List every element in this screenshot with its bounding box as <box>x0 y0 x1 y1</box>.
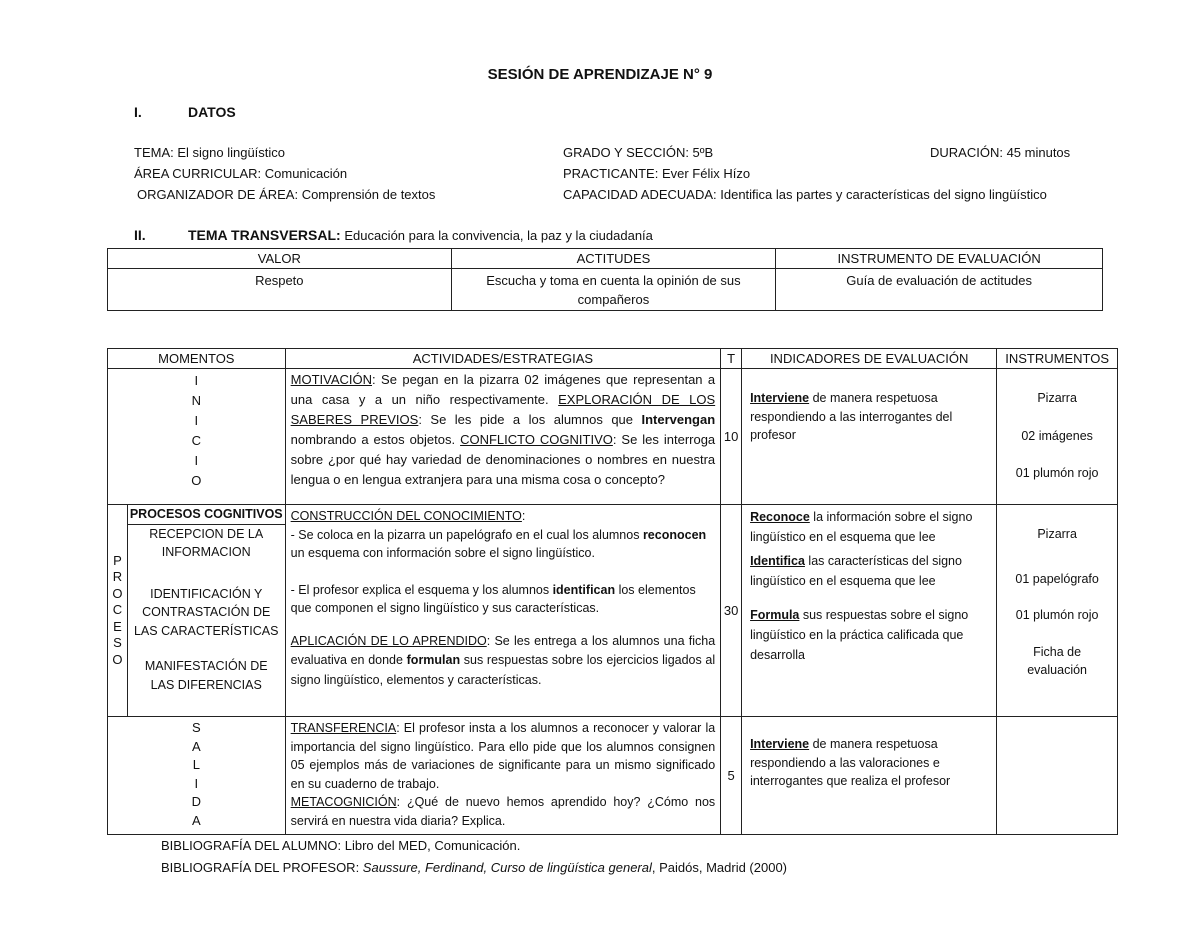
transferencia-text: : El profesor insta a los alumnos a reconocer y valorar la importancia del signo lingüístico. Para ello pide que los alumnos consignen 05 ejemplos más de variaciones de significante para un mismo significado en su cuaderno de trabajo. <box>290 721 716 791</box>
momento-salida <box>108 717 286 835</box>
indicadores-proceso <box>742 505 997 717</box>
instrumento-item: 01 plumón rojo <box>1015 466 1099 480</box>
construccion-c1-b: un esquema con información sobre el signo lingüístico. <box>290 546 595 560</box>
bibliografia-profesor-label: BIBLIOGRAFÍA DEL PROFESOR: <box>161 860 360 875</box>
organizador-label: ORGANIZADOR DE ÁREA: <box>137 187 299 202</box>
instrumento-item: 02 imágenes <box>1021 428 1093 443</box>
proceso-manifestacion: MANIFESTACIÓN DE LAS DIFERENCIAS <box>144 659 268 692</box>
bibliografia-profesor-author: Saussure, Ferdinand, <box>359 860 491 875</box>
aplicacion-label: APLICACIÓN DE LO APRENDIDO <box>290 633 487 648</box>
metacognicion-text: : ¿Qué de nuevo hemos aprendido hoy? ¿Cómo nos servirá en nuestra vida diaria? Explica. <box>290 795 716 828</box>
letter: A <box>191 812 201 828</box>
exploracion-label: EXPLORACIÓN DE LOS SABERES PREVIOS <box>290 392 716 427</box>
aplicacion-bold: formulan <box>406 653 461 667</box>
construccion-c1-a: - Se coloca en la pizarra un papelógrafo en el cual los alumnos <box>290 527 643 542</box>
motivacion-label: MOTIVACIÓN <box>290 372 373 387</box>
letter: C <box>191 433 202 448</box>
area-value: Comunicación <box>261 166 348 181</box>
values-table-row <box>108 269 1103 311</box>
letter: A <box>191 738 201 754</box>
practicante-value: Ever Félix Hízo <box>658 166 751 181</box>
conflicto-text: : Se les interroga sobre ¿por qué hay variedad de denominaciones o nombres en nuestra lengua o en lengua extranjera para una misma cosa o concepto? <box>290 432 716 487</box>
header-tiempo: T <box>721 349 742 369</box>
indicador-salida-text: de manera respetuosa respondiendo a las valoraciones e interrogantes que realiza el profesor <box>750 737 951 788</box>
main-table-header <box>108 349 1118 369</box>
motivacion-text: : Se pegan en la pizarra 02 imágenes que representan a una casa y a un niño respectivamente. <box>290 372 716 407</box>
letter: D <box>191 794 202 809</box>
instrumento-item: Pizarra <box>1037 391 1077 405</box>
tiempo-salida: 5 <box>721 717 742 835</box>
letter: N <box>191 393 202 408</box>
exploracion-bold: Intervengan <box>641 412 716 427</box>
procesos-cognitivos <box>127 505 285 717</box>
grado-label: GRADO Y SECCIÓN: <box>563 145 689 160</box>
instrumento-item: Pizarra <box>1037 527 1077 541</box>
header-actividades: ACTIVIDADES/ESTRATEGIAS <box>285 349 721 369</box>
indicador-inicio <box>742 369 997 505</box>
page-title: SESIÓN DE APRENDIZAJE N° 9 <box>487 66 713 83</box>
tema-transversal-value: Educación para la convivencia, la paz y la ciudadanía <box>340 228 653 243</box>
grado-value: 5ºB <box>688 145 714 160</box>
header-actitudes: ACTITUDES <box>451 249 776 269</box>
actividades-proceso <box>285 505 721 717</box>
momento-inicio <box>108 369 286 505</box>
indicador-reconoce-text: la información sobre el signo lingüístico en el esquema que lee <box>750 510 973 544</box>
tema-value: El signo lingüístico <box>173 145 286 160</box>
construccion-c2-bold: identifican <box>552 582 616 597</box>
letter: I <box>194 775 199 791</box>
tiempo-proceso: 30 <box>721 505 742 717</box>
transferencia-label: TRANSFERENCIA <box>290 721 397 735</box>
organizador-value: Comprensión de textos <box>298 187 436 202</box>
instrumento-item: 01 plumón rojo <box>1015 608 1099 622</box>
actividades-salida <box>285 717 721 835</box>
letter: I <box>194 413 199 428</box>
construccion-label: CONSTRUCCIÓN DEL CONOCIMIENTO <box>290 509 522 523</box>
area-label: ÁREA CURRICULAR: <box>134 166 262 181</box>
tema-transversal <box>188 227 653 243</box>
area-field <box>134 166 347 181</box>
tema-field <box>134 145 285 160</box>
momento-proceso <box>108 505 128 717</box>
indicador-salida <box>742 717 997 835</box>
bibliografia-profesor <box>161 860 787 875</box>
indicador-inicio-text: de manera respetuosa respondiendo a las interrogantes del profesor <box>750 391 953 442</box>
proceso-recepcion: RECEPCION DE LA INFORMACION <box>149 526 264 559</box>
indicador-formula-bold: Formula <box>750 608 800 622</box>
valor-cell: Respeto <box>108 269 452 311</box>
instrumentos-inicio <box>997 369 1118 505</box>
tema-transversal-label: TEMA TRANSVERSAL: <box>188 227 341 243</box>
letter: E <box>113 618 122 634</box>
metacognicion-label: METACOGNICIÓN <box>290 795 397 809</box>
row-proceso <box>108 505 1118 717</box>
exploracion-text-a: : Se les pide a los alumnos que <box>418 412 642 427</box>
letter: P <box>113 552 122 568</box>
conflicto-label: CONFLICTO COGNITIVO <box>460 432 613 447</box>
capacidad-label: CAPACIDAD ADECUADA: <box>563 187 717 202</box>
bibliografia-alumno <box>161 838 520 853</box>
tema-label: TEMA: <box>134 145 174 160</box>
header-indicadores: INDICADORES DE EVALUACIÓN <box>742 349 997 369</box>
indicador-identifica-text: las características del signo lingüístico en el esquema que lee <box>750 554 962 588</box>
letter: I <box>194 453 199 468</box>
indicador-formula-text: sus respuestas sobre el signo lingüístico en la práctica calificada que desarrolla <box>750 608 969 662</box>
tiempo-inicio: 10 <box>721 369 742 505</box>
letter: O <box>112 585 123 601</box>
letter: L <box>192 757 200 772</box>
section-1-title: DATOS <box>188 104 236 120</box>
exploracion-text-b: nombrando a estos objetos. <box>290 432 456 447</box>
header-valor: VALOR <box>108 249 452 269</box>
letter: R <box>112 569 123 585</box>
letter: O <box>112 651 123 667</box>
procesos-header: PROCESOS COGNITIVOS <box>128 505 285 525</box>
bibliografia-profesor-publisher: , Paidós, Madrid (2000) <box>651 860 787 875</box>
bibliografia-alumno-label: BIBLIOGRAFÍA DEL ALUMNO: <box>161 838 342 853</box>
section-2-number: II. <box>134 227 146 243</box>
letter: C <box>112 602 123 618</box>
organizador-field <box>137 187 435 202</box>
row-inicio <box>108 369 1118 505</box>
duracion-field <box>930 145 1070 160</box>
indicador-salida-bold: Interviene <box>750 737 810 751</box>
capacidad-field <box>563 187 1047 202</box>
header-instrumentos: INSTRUMENTOS <box>997 349 1118 369</box>
construccion-c1-bold: reconocen <box>642 527 707 542</box>
aplicacion-text-b: sus respuestas sobre los ejercicios ligados al signo lingüístico, elementos y características. <box>290 653 716 687</box>
proceso-identificacion: IDENTIFICACIÓN Y CONTRASTACIÓN DE LAS CARACTERÍSTICAS <box>133 586 279 638</box>
instrumentos-proceso <box>997 505 1118 717</box>
letter: S <box>113 635 122 651</box>
letter: O <box>191 473 202 488</box>
letter: I <box>194 373 199 388</box>
grado-field <box>563 145 713 160</box>
values-table <box>107 248 1103 311</box>
practicante-label: PRACTICANTE: <box>563 166 659 181</box>
capacidad-value: Identifica las partes y características del signo lingüístico <box>716 187 1047 202</box>
header-momentos: MOMENTOS <box>108 349 286 369</box>
instrumentos-salida <box>997 717 1118 835</box>
construccion-c2-a: - El profesor explica el esquema y los alumnos <box>290 582 553 597</box>
bibliografia-alumno-value: Libro del MED, Comunicación. <box>341 838 521 853</box>
practicante-field <box>563 166 750 181</box>
indicador-reconoce-bold: Reconoce <box>750 510 810 524</box>
values-table-header <box>108 249 1103 269</box>
main-table <box>107 348 1118 835</box>
instrumento-item: 01 papelógrafo <box>1015 571 1099 586</box>
header-instrumento: INSTRUMENTO DE EVALUACIÓN <box>776 249 1103 269</box>
duracion-value: 45 minutos <box>1002 145 1071 160</box>
instrumento-cell: Guía de evaluación de actitudes <box>776 269 1103 311</box>
bibliografia-profesor-book: Curso de lingüística general <box>490 860 652 875</box>
actividades-inicio <box>285 369 721 505</box>
letter: S <box>191 720 201 735</box>
section-1-number: I. <box>134 104 142 120</box>
aplicacion-text-a: : Se les entrega a los alumnos una ficha evaluativa en donde <box>290 633 716 667</box>
actitudes-cell: Escucha y toma en cuenta la opinión de sus compañeros <box>451 269 776 311</box>
row-salida <box>108 717 1118 835</box>
indicador-identifica-bold: Identifica <box>750 554 805 568</box>
duracion-label: DURACIÓN: <box>930 145 1003 160</box>
indicador-inicio-bold: Interviene <box>750 391 810 405</box>
construccion-c2-b: los elementos que componen el signo lingüístico y sus características. <box>290 582 696 615</box>
construccion-colon: : <box>521 509 526 523</box>
instrumento-item: Ficha de evaluación <box>1027 644 1087 677</box>
